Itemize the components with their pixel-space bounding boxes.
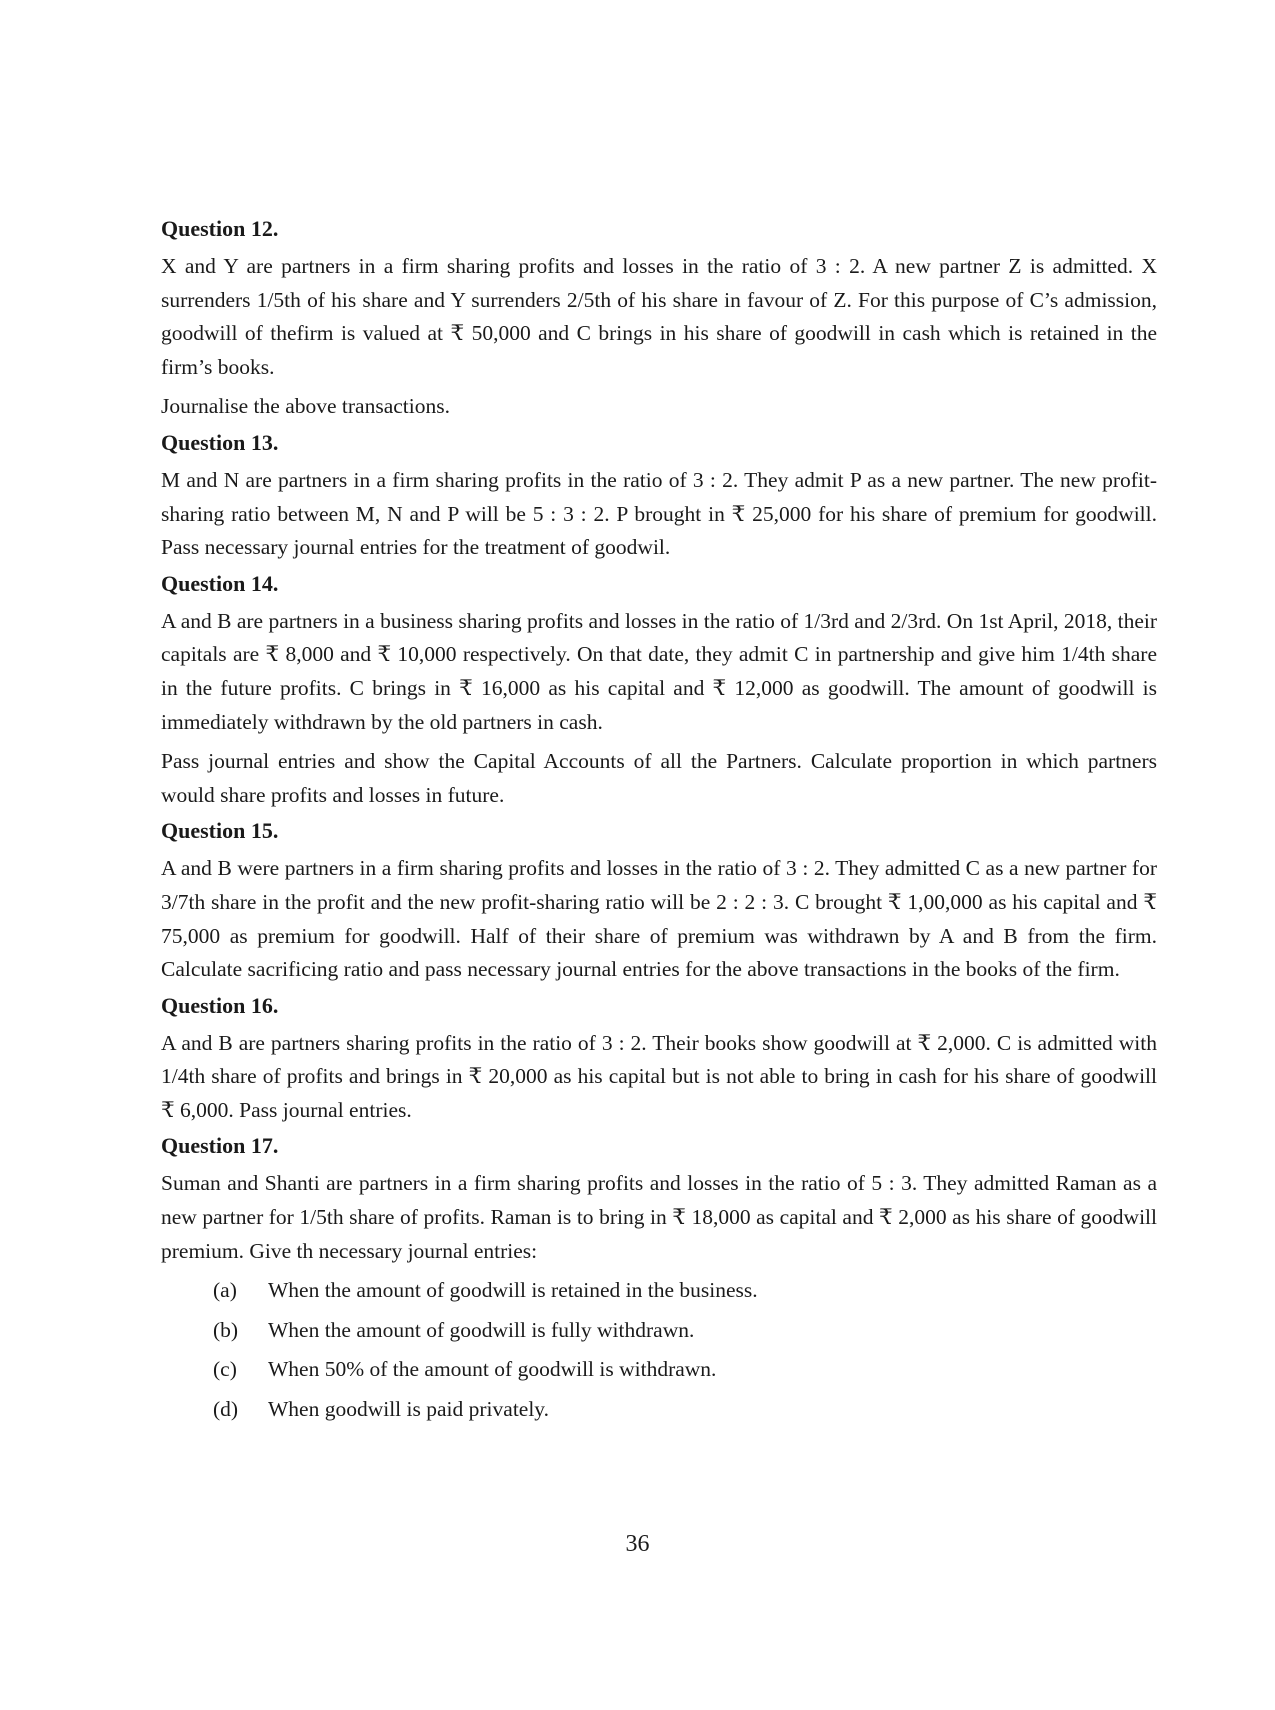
question-text: M and N are partners in a firm sharing profits in the ratio of 3 : 2. They admit P as a new partner. The new profit-sharing ratio between M, N and P will be 5 : 3 : 2. P brought in ₹ 25,000 for his share of premium for goodwill. Pass necessary journal entries for the treatment of goodwil. <box>161 467 1157 560</box>
question-12 <box>161 216 1157 424</box>
option-item-d <box>213 1393 1157 1427</box>
options-list <box>161 1274 1157 1426</box>
question-instruction: Journalise the above transactions. <box>161 394 450 419</box>
question-heading: Question 14. <box>161 570 279 596</box>
option-text: When the amount of goodwill is retained in the business. <box>268 1278 758 1303</box>
question-14 <box>161 571 1157 813</box>
option-item-c <box>213 1353 1157 1387</box>
option-label: (b) <box>213 1317 239 1342</box>
option-label: (c) <box>213 1357 237 1382</box>
question-16 <box>161 993 1157 1128</box>
question-heading: Question 17. <box>161 1133 279 1159</box>
question-15 <box>161 818 1157 986</box>
page-number: 36 <box>625 1531 650 1557</box>
option-item-b <box>213 1314 1157 1348</box>
option-label: (a) <box>213 1278 237 1303</box>
question-text: Suman and Shanti are partners in a firm sharing profits and losses in the ratio of 5 : 3. They admitted Raman as a new partner for 1/5th share of profits. Raman is to bring in ₹ 18,000 as capital and ₹ 2,000 as his share of goodwill premium. Give th necessary journal entries: <box>161 1171 1157 1263</box>
question-text: X and Y are partners in a firm sharing profits and losses in the ratio of 3 : 2. A new partner Z is admitted. X surrenders 1/5th of his share and Y surrenders 2/5th of his share in favour of Z. For this purpose of C’s admission, goodwill of thefirm is valued at ₹ 50,000 and C brings in his share of goodwill in cash which is retained in the firm’s books. <box>161 254 1157 379</box>
question-instruction: Pass journal entries and show the Capital Accounts of all the Partners. Calculate proportion in which partners would share profits and losses in future. <box>161 749 1157 807</box>
question-text: A and B were partners in a firm sharing profits and losses in the ratio of 3 : 2. They admitted C as a new partner for 3/7th share in the profit and the new profit-sharing ratio will be 2 : 2 : 3. C brought ₹ 1,00,000 as his capital and ₹ 75,000 as premium for goodwill. Half of their share of premium was withdrawn by A and B from the firm. Calculate sacrificing ratio and pass necessary journal entries for the above transactions in the books of the firm. <box>161 856 1157 982</box>
question-heading: Question 13. <box>161 429 279 455</box>
option-text: When 50% of the amount of goodwill is withdrawn. <box>268 1357 717 1382</box>
question-text: A and B are partners in a business sharing profits and losses in the ratio of 1/3rd and 2/3rd. On 1st April, 2018, their capitals are ₹ 8,000 and ₹ 10,000 respectively. On that date, they admit C in partnership and give him 1/4th share in the future profits. C brings in ₹ 16,000 as his capital and ₹ 12,000 as goodwill. The amount of goodwill is immediately withdrawn by the old partners in cash. <box>161 608 1158 734</box>
option-text: When the amount of goodwill is fully withdrawn. <box>268 1317 695 1342</box>
question-13 <box>161 430 1157 565</box>
question-text: A and B are partners sharing profits in the ratio of 3 : 2. Their books show goodwill at ₹ 2,000. C is admitted with 1/4th share of profits and brings in ₹ 20,000 as his capital but is not able to bring in cash for his share of goodwill ₹ 6,000. Pass journal entries. <box>161 1030 1157 1122</box>
option-text: When goodwill is paid privately. <box>268 1397 550 1422</box>
option-item-a <box>213 1274 1157 1308</box>
question-17 <box>161 1133 1157 1426</box>
question-heading: Question 15. <box>161 818 279 844</box>
page-content <box>161 216 1157 1433</box>
question-heading: Question 16. <box>161 992 279 1018</box>
question-heading: Question 12. <box>161 216 279 241</box>
option-label: (d) <box>213 1397 239 1422</box>
